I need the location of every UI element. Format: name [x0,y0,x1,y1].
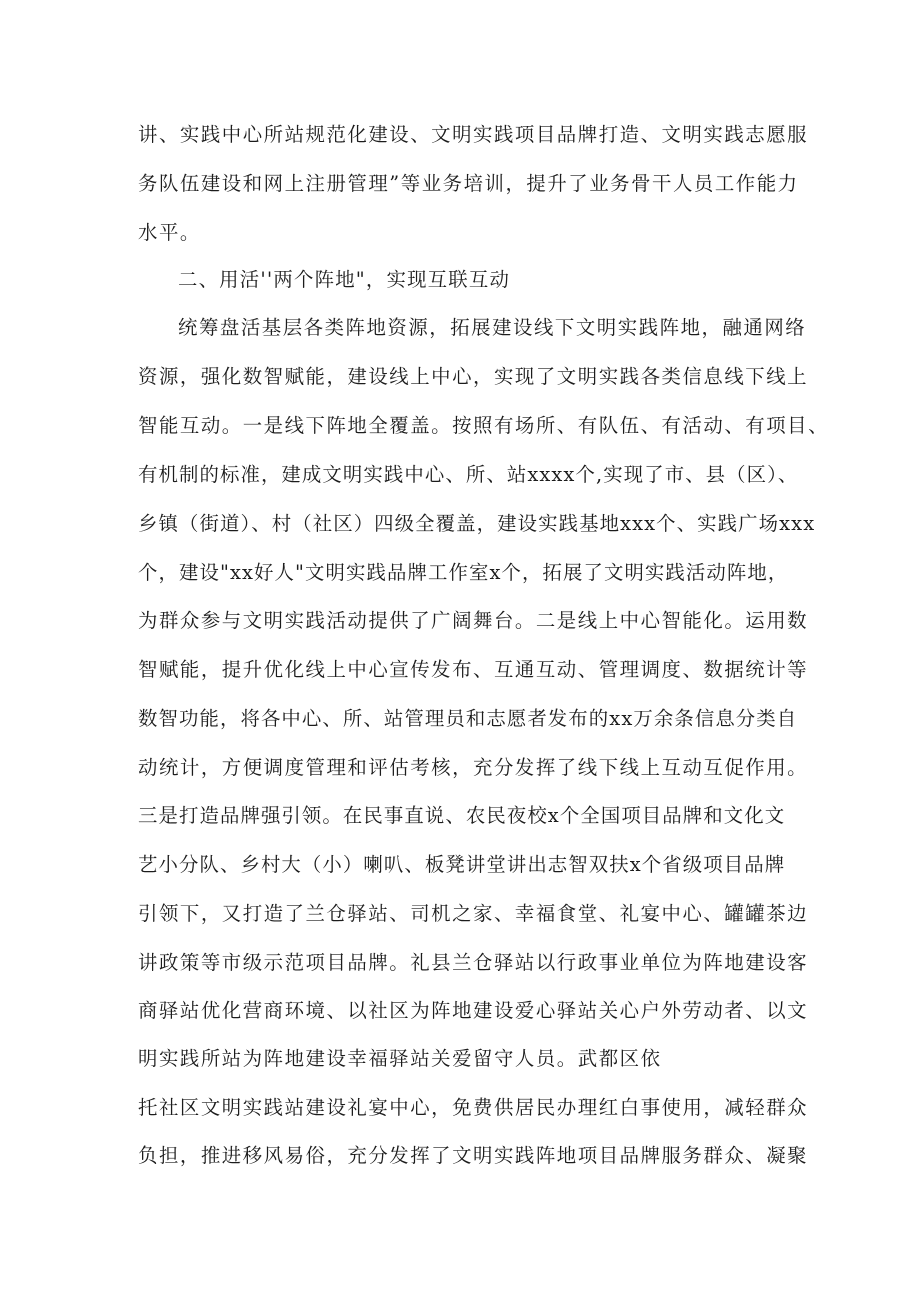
text-line-5: 统筹盘活基层各类阵地资源，拓展建设线下文明实践阵地，融通网络 [178,316,807,339]
text-line-14: 动统计，方便调度管理和评估考核，充分发挥了线下线上互动互促作用。 [138,756,809,779]
text-line-19: 商驿站优化营商环境、以社区为阵地建设爱心驿站关心户外劳动者、以文 [138,999,809,1022]
text-line-11: 为群众参与文明实践活动提供了广阔舞台。二是线上中心智能化。运用数 [138,609,809,632]
text-line-10: 个，建设"xx好人"文明实践品牌工作室x个，拓展了文明实践活动阵地， [138,561,789,584]
text-line-21: 托社区文明实践站建设礼宴中心，免费供居民办理红白事使用，减轻群众 [138,1096,809,1119]
text-line-20: 明实践所站为阵地建设幸福驿站关爱留守人员。武都区依 [138,1047,662,1070]
text-line-3: 水平。 [138,221,201,244]
text-line-16: 艺小分队、乡村大（小）喇叭、板凳讲堂讲出志智双扶x个省级项目品牌 [138,853,786,876]
section-heading: 二、用活''两个阵地"，实现互联互动 [178,268,511,291]
text-line-2: 务队伍建设和网上注册管理”等业务培训，提升了业务骨干人员工作能力 [138,172,799,195]
text-line-15: 三是打造品牌强引领。在民事直说、农民夜校x个全国项目品牌和文化文 [138,804,786,827]
text-line-9: 乡镇（街道）、村（社区）四级全覆盖，建设实践基地xxx个、实践广场xxx [138,512,816,535]
text-line-17: 引领下，又打造了兰仓驿站、司机之家、幸福食堂、礼宴中心、罐罐茶边 [138,902,809,925]
text-line-7: 智能互动。一是线下阵地全覆盖。按照有场所、有队伍、有活动、有项目、 [138,414,830,437]
text-line-18: 讲政策等市级示范项目品牌。礼县兰仓驿站以行政事业单位为阵地建设客 [138,951,809,974]
text-line-8: 有机制的标准，建成文明实践中心、所、站xxxx个,实现了市、县（区）、 [138,463,799,486]
text-line-6: 资源，强化数智赋能，建设线上中心，实现了文明实践各类信息线下线上 [138,365,809,388]
text-line-1: 讲、实践中心所站规范化建设、文明实践项目品牌打造、文明实践志愿服 [138,123,809,146]
text-line-13: 数智功能，将各中心、所、站管理员和志愿者发布的xx万余条信息分类自 [138,707,798,730]
text-line-12: 智赋能，提升优化线上中心宣传发布、互通互动、管理调度、数据统计等 [138,658,809,681]
text-line-22: 负担，推进移风易俗，充分发挥了文明实践阵地项目品牌服务群众、凝聚 [138,1144,809,1167]
